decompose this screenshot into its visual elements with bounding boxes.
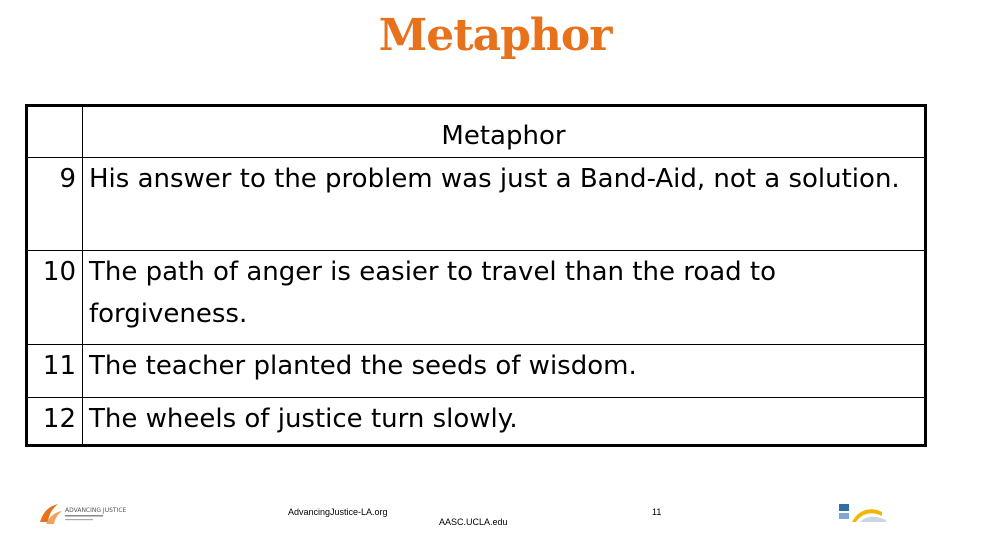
table-header-empty-cell bbox=[28, 107, 83, 158]
metaphor-table bbox=[25, 104, 927, 447]
footer-link-aasc[interactable]: AASC.UCLA.edu bbox=[439, 517, 508, 527]
table-row bbox=[28, 158, 925, 251]
advancing-justice-logo-icon bbox=[38, 500, 127, 526]
row-text: The teacher planted the seeds of wisdom. bbox=[83, 344, 925, 397]
row-number: 11 bbox=[28, 344, 83, 397]
table-header: Metaphor bbox=[83, 107, 925, 158]
row-number: 10 bbox=[28, 251, 83, 344]
table-row bbox=[28, 251, 925, 344]
table-header-row bbox=[28, 107, 925, 158]
row-text: The wheels of justice turn slowly. bbox=[83, 397, 925, 444]
row-text: The path of anger is easier to travel than the road to forgiveness. bbox=[83, 251, 925, 344]
table-row bbox=[28, 397, 925, 444]
row-number: 9 bbox=[28, 158, 83, 251]
left-logo-text: ADVANCING JUSTICE bbox=[65, 507, 127, 514]
row-number: 12 bbox=[28, 397, 83, 444]
advancing-justice-logo bbox=[38, 500, 127, 526]
aasc-logo-icon bbox=[838, 502, 890, 524]
footer-link-advancing-justice[interactable]: AdvancingJustice-LA.org bbox=[288, 507, 388, 517]
table-row bbox=[28, 344, 925, 397]
slide-title: Metaphor bbox=[378, 10, 612, 61]
metaphor-table-grid bbox=[27, 106, 925, 445]
page-number: 11 bbox=[652, 507, 662, 517]
aasc-logo bbox=[838, 502, 890, 524]
row-text: His answer to the problem was just a Band-Aid, not a solution. bbox=[83, 158, 925, 251]
